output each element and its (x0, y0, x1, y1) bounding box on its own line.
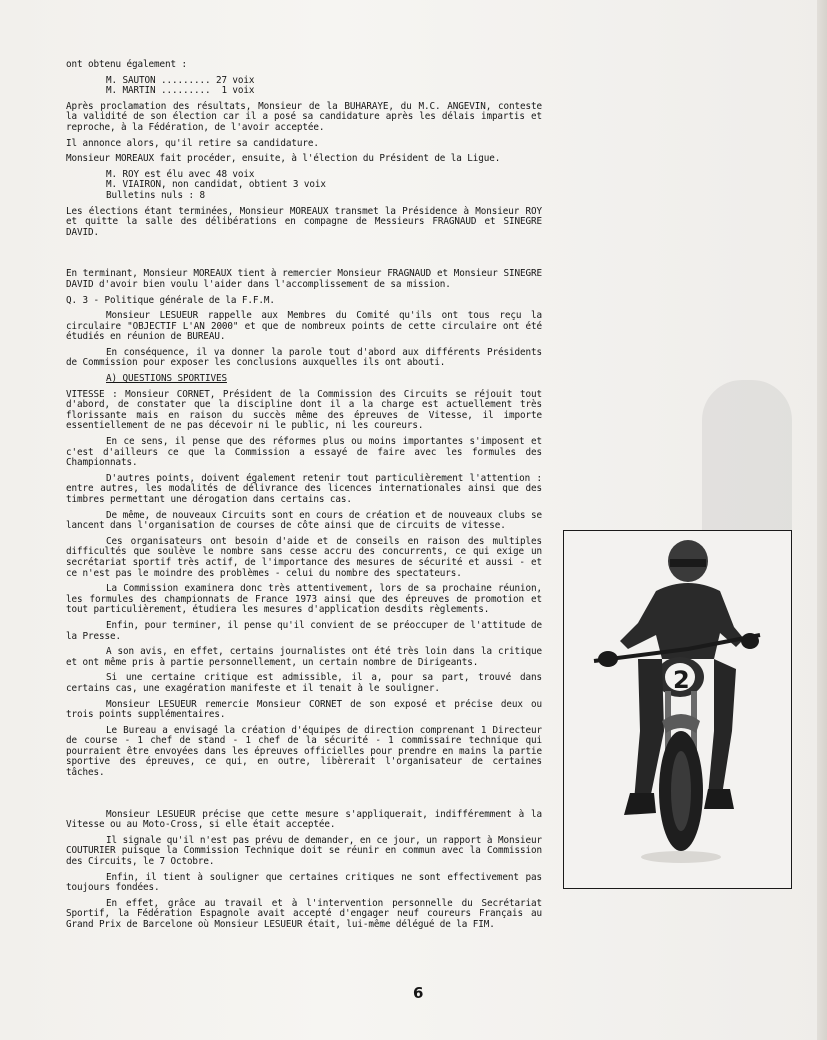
paragraph: A son avis, en effet, certains journalistes ont été très loin dans la critique et ont même pris à partie personnellement, un certain nombre de Dirigeants. (66, 646, 542, 668)
subsection-heading-text: A) QUESTIONS SPORTIVES (106, 373, 227, 385)
page-number: 6 (413, 984, 424, 1002)
paragraph: Il signale qu'il n'est pas prévu de demander, en ce jour, un rapport à Monsieur COUTURIER puisque la Commission Technique doit se réunir en commun avec la Commission des Circuits, le 7 Octobre. (66, 834, 542, 868)
number-plate-digit: 2 (673, 666, 690, 694)
paragraph: Il annonce alors, qu'il retire sa candidature. (66, 137, 319, 149)
paragraph: Monsieur LESUEUR précise que cette mesure s'appliquerait, indifféremment à la Vitesse ou au Moto-Cross, si elle était acceptée. (66, 808, 542, 831)
paragraph: En ce sens, il pense que des réformes plus ou moins importantes s'imposent et c'est d'ailleurs ce que la Commission a essayé de faire avec les formules des Championnats. (66, 436, 542, 469)
paragraph: En conséquence, il va donner la parole tout d'abord aux différents Présidents de Commission pour exposer les conclusions auxquelles ils ont abouti. (66, 346, 542, 369)
subsection-heading (66, 374, 542, 385)
paragraph: ont obtenu également : (66, 59, 187, 70)
paragraph: Ces organisateurs ont besoin d'aide et de conseils en raison des multiples difficultés que soulève le nombre sans cesse accru des concurrents, ce qui exige un secrétariat sportif très actif, de l'importance des mesures de sécurité et aussi - et ce n'est pas le moindre des problèmes - celui du nombre des spectateurs. (66, 535, 542, 579)
vote-result-line: M. VIAIRON, non candidat, obtient 3 voix (106, 179, 326, 191)
motocross-rider-photo (563, 530, 792, 889)
vote-result-line: Bulletins nuls : 8 (106, 189, 205, 201)
paragraph: En terminant, Monsieur MOREAUX tient à remercier Monsieur FRAGNAUD et Monsieur SINEGRE DAVID d'avoir bien voulu l'aider dans l'accomplissement de sa mission. (66, 268, 542, 290)
vote-result-line: M. ROY est élu avec 48 voix (106, 168, 255, 180)
paragraph: D'autres points, doivent également retenir tout particulièrement l'attention : entre autres, les modalités de délivrance des licences internationales ainsi que des timbres permettant une dérogation dans certains cas. (66, 472, 542, 505)
paragraph: Enfin, il tient à souligner que certaines critiques ne sont effectivement pas toujours fondées. (66, 871, 542, 894)
paragraph: Si une certaine critique est admissible, il a, pour sa part, trouvé dans certains cas, une exagération manifeste et il tenait à le souligner. (66, 672, 542, 694)
spacer (66, 784, 542, 810)
paragraph: La Commission examinera donc très attentivement, lors de sa prochaine réunion, les formules des championnats de France 1973 ainsi que des épreuves de promotion et tout particulièrement, étudiera les mesures d'application desdits règlements. (66, 583, 542, 616)
paragraph: Monsieur LESUEUR rappelle aux Membres du Comité qu'ils ont tous reçu la circulaire "OBJECTIF L'AN 2000" et que de nombreux points de cette circulaire ont été étudiés en réunion de BUREAU. (66, 310, 542, 343)
spacer (66, 243, 542, 269)
paragraph: Après proclamation des résultats, Monsieur de la BUHARAYE, du M.C. ANGEVIN, conteste la validité de son élection car il a posé sa candidature après les délais impartis et reproche, à la Fédération, de l'avoir acceptée. (66, 100, 542, 133)
vote-result-line: M. SAUTON ......... 27 voix (106, 74, 255, 86)
vote-result-line: M. MARTIN ......... 1 voix (106, 85, 255, 97)
paragraph: Le Bureau a envisagé la création d'équipes de direction comprenant 1 Directeur de course - 1 chef de stand - 1 chef de la sécurité - 1 commissaire technique qui pourraient être envoyées dans les épreuves officielles pour prendre en mains la partie sportive des épreuves, ce qui, en outre, libèrerait l'organisateur de certaines tâches. (66, 724, 542, 779)
paragraph: Monsieur LESUEUR remercie Monsieur CORNET de son exposé et précise deux ou trois points supplémentaires. (66, 698, 542, 721)
page-edge-shadow (817, 0, 827, 1040)
motocross-rider-illustration (564, 531, 791, 888)
paragraph: De même, de nouveaux Circuits sont en cours de création et de nouveaux clubs se lancent dans l'organisation de courses de côte ainsi que de circuits de vitesse. (66, 509, 542, 532)
paragraph: VITESSE : Monsieur CORNET, Président de la Commission des Circuits se réjouit tout d'abord, de constater que la discipline dont il a la charge est actuellement très florissante mais en raison du succès même des épreuves de Vitesse, il importe essentiellement de ne pas décevoir ni le public, ni les coureurs. (66, 388, 542, 432)
paragraph: Enfin, pour terminer, il pense qu'il convient de se préoccuper de l'attitude de la Presse. (66, 619, 542, 642)
paragraph: Monsieur MOREAUX fait procéder, ensuite, à l'élection du Président de la Ligue. (66, 153, 501, 165)
paragraph: En effet, grâce au travail et à l'intervention personnelle du Secrétariat Sportif, la Fédération Espagnole avait accepté d'engager neuf coureurs Français au Grand Prix de Barcelone où Monsieur LESUEUR était, lui-même délégué de la FIM. (66, 897, 542, 930)
paragraph: Les élections étant terminées, Monsieur MOREAUX transmet la Présidence à Monsieur ROY et quitte la salle des délibérations en compagne de Messieurs FRAGNAUD et SINEGRE DAVID. (66, 205, 542, 238)
section-heading: Q. 3 - Politique générale de la F.F.M. (66, 294, 275, 306)
main-text-column (66, 60, 542, 936)
